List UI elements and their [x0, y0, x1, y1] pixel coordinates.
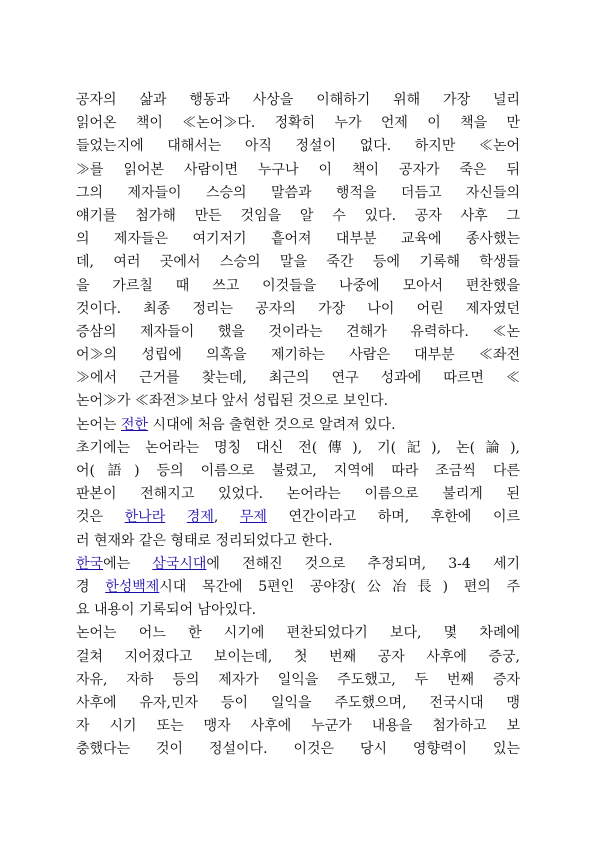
- text-run: 것은: [76, 509, 125, 526]
- wiki-link[interactable]: 한성백제: [105, 578, 160, 595]
- text-line: [76, 715, 520, 738]
- text-run: ,: [213, 509, 240, 526]
- text-run: 연간이라고 하며, 후한에 이르: [266, 509, 521, 526]
- document-body: [76, 89, 520, 761]
- text-run: 시대에 처음 출현한 것으로 알려져 있다.: [148, 416, 396, 433]
- text-line: [76, 414, 520, 437]
- text-line: [76, 205, 520, 228]
- text-run: ≫를 읽어본 사람이면 누구나 이 책이 공자가 죽은 뒤: [76, 161, 520, 178]
- text-line: [76, 738, 520, 761]
- text-run: 초기에는 논어라는 명칭 대신 전(傳), 기(記), 논(論),: [76, 439, 520, 456]
- text-line: [76, 135, 520, 158]
- wiki-link[interactable]: 삼국시대: [152, 555, 207, 572]
- text-run: 얘기를 첨가해 만든 것임을 알 수 있다. 공자 사후 그: [76, 207, 520, 224]
- text-run: 어(語) 등의 이름으로 불렸고, 지역에 따라 조금씩 다른: [76, 463, 520, 479]
- text-run: 그의 제자들이 스승의 말씀과 행적을 더듬고 자신들의: [76, 184, 520, 201]
- text-run: 의 제자들은 여기저기 흩어져 대부분 교육에 종사했는: [76, 231, 520, 248]
- text-line: [76, 251, 520, 274]
- text-run: 것이다. 최종 정리는 공자의 가장 나이 어린 제자였던: [76, 300, 520, 317]
- text-run: ≫에서 근거를 찾는데, 최근의 연구 성과에 따르면 ≪: [76, 370, 520, 387]
- text-line: [76, 437, 520, 460]
- wiki-link[interactable]: 경제: [186, 509, 214, 526]
- text-line: [76, 669, 520, 692]
- text-run: 에는: [103, 555, 153, 572]
- text-line: [76, 576, 520, 599]
- wiki-link[interactable]: 전한: [121, 416, 149, 433]
- text-line: [76, 530, 520, 553]
- text-run: 자 시기 또는 맹자 사후에 누군가 내용을 첨가하고 보: [76, 718, 520, 735]
- text-run: [165, 509, 187, 525]
- wiki-link[interactable]: 한국: [76, 555, 104, 572]
- text-line: [76, 344, 520, 367]
- text-line: [76, 298, 520, 321]
- text-line: [76, 460, 520, 483]
- text-run: 충했다는 것이 정설이다. 이것은 당시 영향력이 있는: [76, 741, 520, 758]
- text-line: [76, 275, 520, 298]
- text-line: [76, 321, 520, 344]
- text-line: [76, 159, 520, 182]
- text-run: 을 가르칠 때 쓰고 이것들을 나중에 모아서 편찬했을: [76, 277, 520, 294]
- text-run: 시대 목간에 5편인 공야장(公冶長) 편의 주: [159, 578, 520, 595]
- text-line: [76, 483, 520, 506]
- text-run: 러 현재와 같은 형태로 정리되었다고 한다.: [76, 532, 333, 549]
- text-run: 공자의 삶과 행동과 사상을 이해하기 위해 가장 널리: [76, 92, 520, 108]
- text-line: [76, 228, 520, 251]
- text-run: 읽어온 책이 ≪논어≫다. 정확히 누가 언제 이 책을 만: [76, 115, 520, 132]
- text-run: 논어는 어느 한 시기에 편찬되었다기 보다, 몇 차례에: [76, 625, 520, 642]
- text-run: 경: [76, 578, 106, 595]
- text-run: 논어≫가 ≪좌전≫보다 앞서 성립된 것으로 보인다.: [76, 393, 389, 410]
- text-run: 들었는지에 대해서는 아직 정설이 없다. 하지만 ≪논어: [76, 138, 520, 155]
- text-run: 사후에 유자,민자 등이 일익을 주도했으며, 전국시대 맹: [76, 694, 520, 711]
- wiki-link[interactable]: 한나라: [124, 509, 166, 526]
- text-run: 자유, 자하 등의 제자가 일익을 주도했고, 두 번째 증자: [76, 671, 520, 688]
- text-line: [76, 112, 520, 135]
- text-line: [76, 553, 520, 576]
- text-line: [76, 692, 520, 715]
- text-run: 에 전해진 것으로 추정되며, 3-4 세기: [206, 555, 521, 572]
- text-run: 어≫의 성립에 의혹을 제기하는 사람은 대부분 ≪좌전: [76, 347, 520, 364]
- text-run: 요 내용이 기록되어 남아있다.: [76, 602, 257, 619]
- text-line: [76, 390, 520, 413]
- text-line: [76, 506, 520, 529]
- text-line: [76, 646, 520, 669]
- text-line: [76, 182, 520, 205]
- text-run: 논어는: [76, 416, 122, 433]
- text-run: 데, 여러 곳에서 스승의 말을 죽간 등에 기록해 학생들: [76, 254, 520, 271]
- wiki-link[interactable]: 무제: [239, 509, 267, 526]
- text-line: [76, 89, 520, 112]
- text-run: 걸쳐 지어졌다고 보이는데, 첫 번째 공자 사후에 증궁,: [76, 648, 520, 665]
- text-run: 판본이 전해지고 있었다. 논어라는 이름으로 불리게 된: [76, 486, 520, 503]
- text-line: [76, 622, 520, 645]
- text-line: [76, 599, 520, 622]
- text-run: 증삼의 제자들이 했을 것이라는 견해가 유력하다. ≪논: [76, 323, 520, 340]
- text-line: [76, 367, 520, 390]
